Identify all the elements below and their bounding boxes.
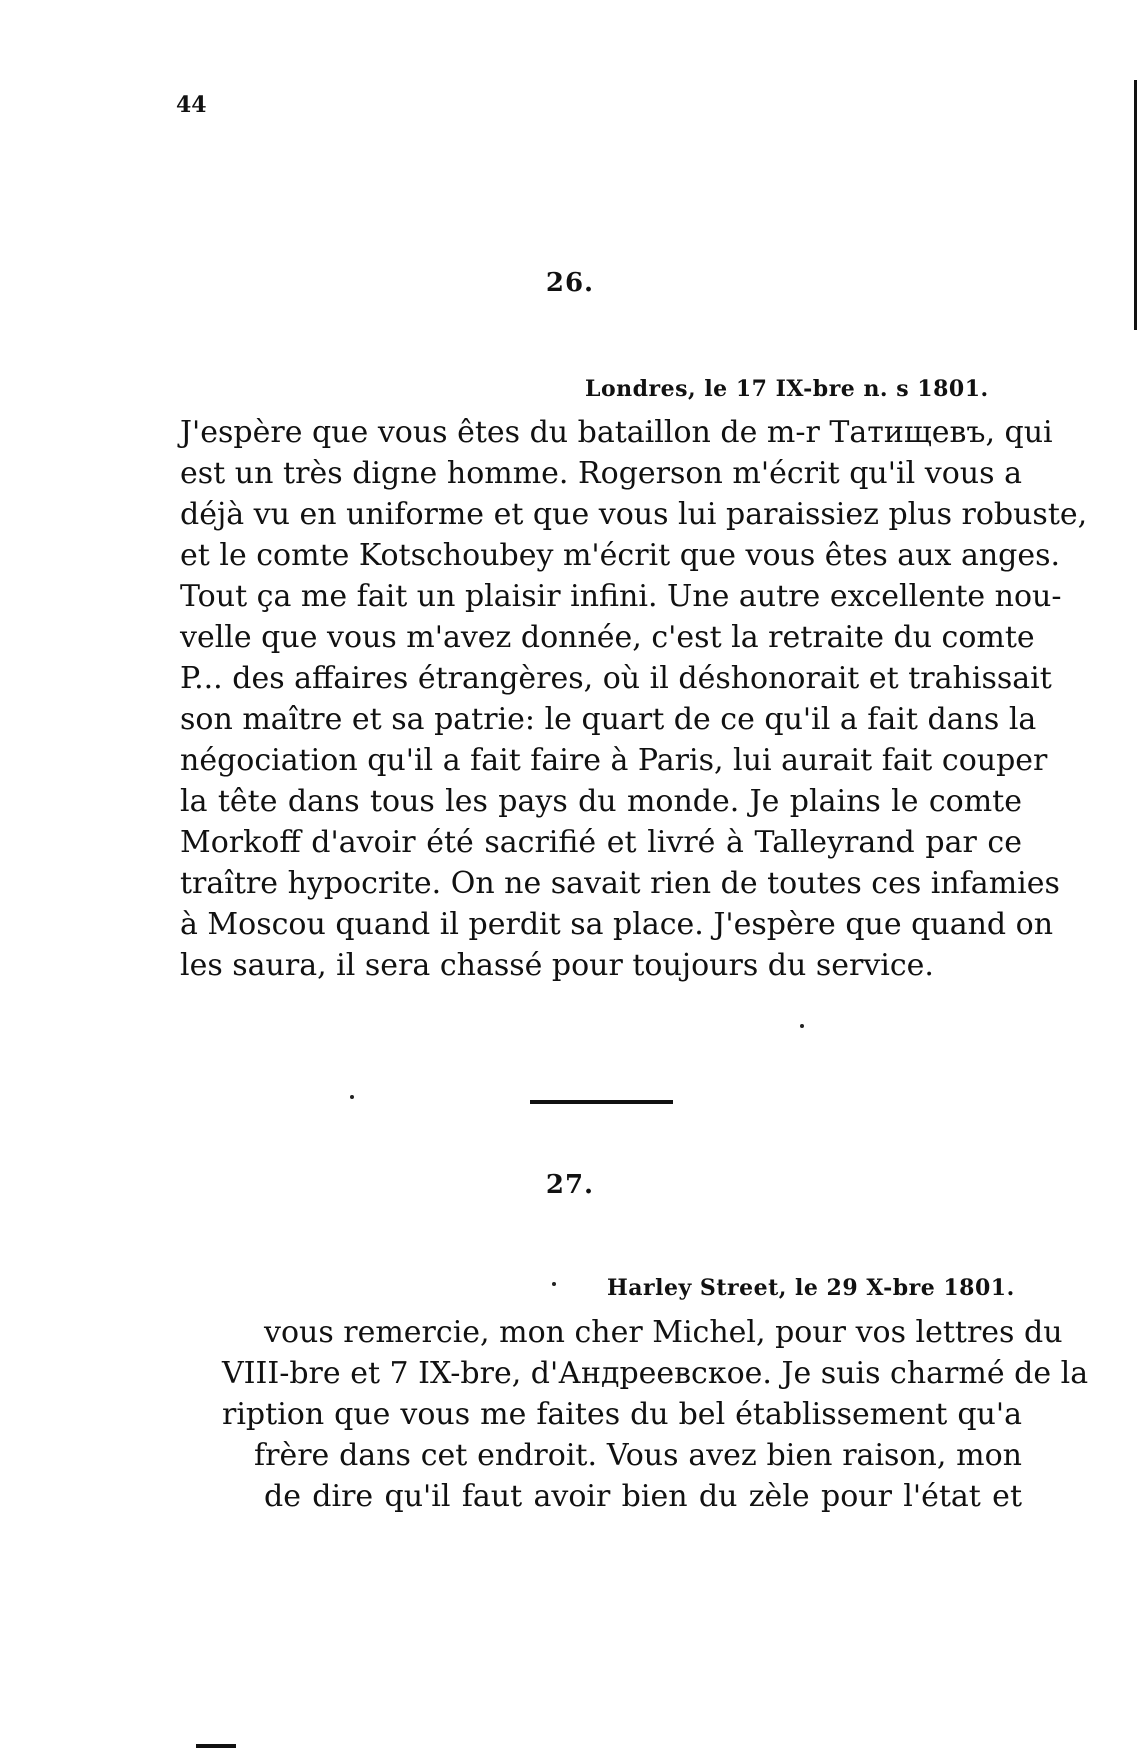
scan-speck: [350, 1095, 354, 1099]
letter-27-number: 27.: [545, 1170, 595, 1200]
section-separator: [530, 1100, 673, 1104]
text-line: J'espère que vous êtes du bataillon de m-r Татищевъ, qui: [180, 415, 1053, 450]
text-line: et le comte Kotschoubey m'écrit que vous êtes aux anges.: [180, 538, 1061, 573]
text-line: déjà vu en uniforme et que vous lui paraissiez plus robuste,: [180, 497, 1088, 532]
text-line: VIII-bre et 7 IX-bre, d'Андреевское. Je suis charmé de la: [222, 1356, 1089, 1391]
text-line: frère dans cet endroit. Vous avez bien raison, mon: [254, 1438, 1022, 1473]
text-line: la tête dans tous les pays du monde. Je plains le comte: [180, 784, 1022, 819]
letter-26-number: 26.: [545, 268, 595, 298]
text-line: à Moscou quand il perdit sa place. J'espère que quand on: [180, 907, 1054, 942]
letter-27-dateline: Harley Street, le 29 X-bre 1801.: [607, 1275, 1015, 1301]
letter-26-body: [180, 412, 1088, 986]
text-line: Tout ça me fait un plaisir infini. Une autre excellente nou-: [180, 579, 1062, 614]
text-line: ription que vous me faites du bel établissement qu'a: [222, 1397, 1022, 1432]
text-line: Morkoff d'avoir été sacrifié et livré à Talleyrand par ce: [180, 825, 1022, 860]
text-line: les saura, il sera chassé pour toujours du service.: [180, 948, 934, 983]
text-line: son maître et sa patrie: le quart de ce qu'il a fait dans la: [180, 702, 1037, 737]
text-line: de dire qu'il faut avoir bien du zèle pour l'état et: [264, 1479, 1022, 1514]
page-number: 44: [176, 92, 207, 118]
text-line: est un très digne homme. Rogerson m'écrit qu'il vous a: [180, 456, 1022, 491]
letter-26-dateline: Londres, le 17 IX-bre n. s 1801.: [585, 376, 989, 402]
letter-27-body: [222, 1312, 1089, 1517]
scan-speck: [800, 1024, 804, 1028]
text-line: P... des affaires étrangères, où il déshonorait et trahissait: [180, 661, 1052, 696]
bottom-edge-mark: [196, 1744, 236, 1748]
text-line: velle que vous m'avez donnée, c'est la retraite du comte: [180, 620, 1035, 655]
text-line: négociation qu'il a fait faire à Paris, lui aurait fait couper: [180, 743, 1048, 778]
scan-speck: [552, 1282, 556, 1286]
text-line: vous remercie, mon cher Michel, pour vos lettres du: [264, 1315, 1063, 1350]
text-line: traître hypocrite. On ne savait rien de toutes ces infamies: [180, 866, 1060, 901]
